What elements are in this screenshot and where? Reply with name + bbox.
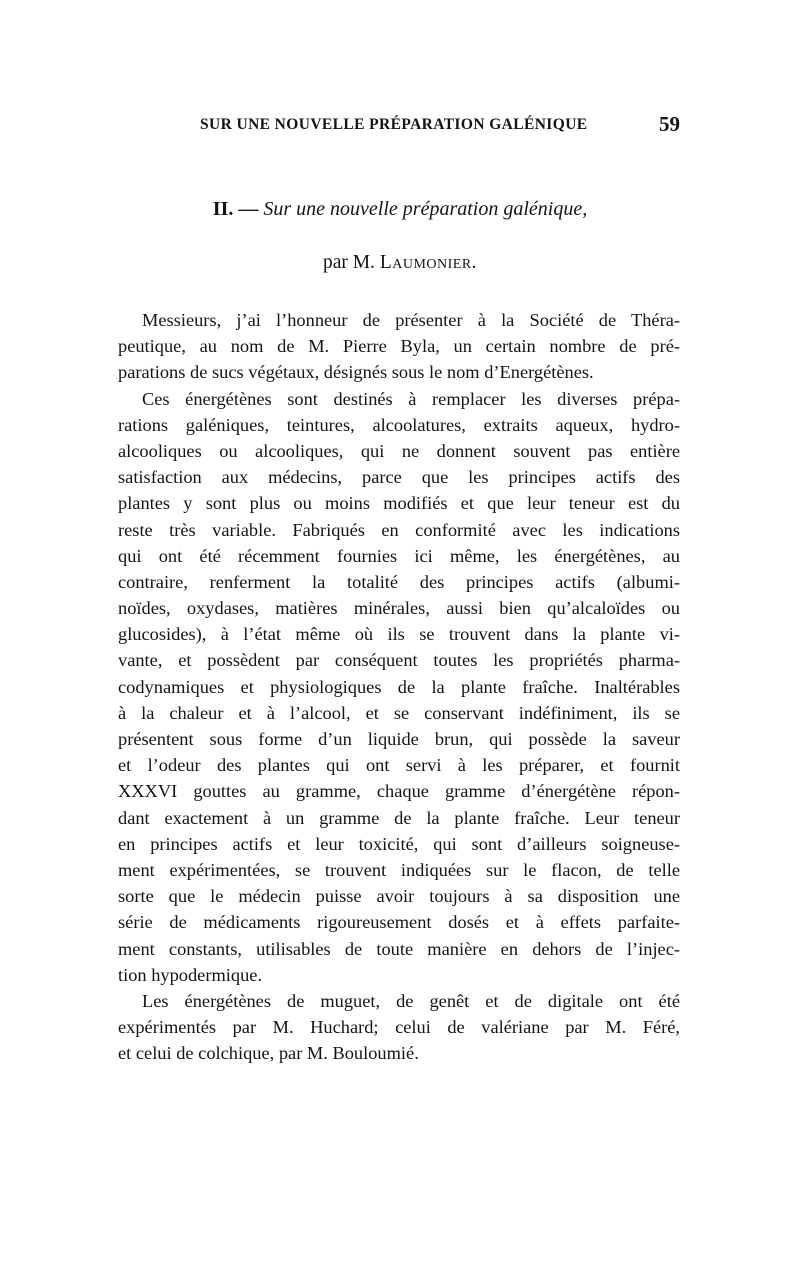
text-line: à la chaleur et à l’alcool, et se conservant indéfiniment, ils se <box>118 702 680 723</box>
text-line: ment constants, utilisables de toute manière en dehors de l’injec- <box>118 938 680 959</box>
text-line: en principes actifs et leur toxicité, qui sont d’ailleurs soigneuse- <box>118 833 680 854</box>
running-header <box>200 112 680 140</box>
body-text <box>118 307 680 1066</box>
text-line: vante, et possèdent par conséquent toutes les propriétés pharma- <box>118 650 680 671</box>
text-line: plantes y sont plus ou moins modifiés et que leur teneur est du <box>118 493 680 514</box>
text-line: satisfaction aux médecins, parce que les principes actifs des <box>118 467 680 488</box>
byline <box>0 252 800 274</box>
text-line: et l’odeur des plantes qui ont servi à les préparer, et fournit <box>118 755 680 776</box>
text-line: glucosides), à l’état même où ils se trouvent dans la plante vi- <box>118 624 680 645</box>
text-line: codynamiques et physiologiques de la plante fraîche. Inaltérables <box>118 676 680 697</box>
text-line: et celui de colchique, par M. Bouloumié. <box>118 1043 419 1064</box>
text-line: peutique, au nom de M. Pierre Byla, un certain nombre de pré- <box>118 336 680 357</box>
text-line: Messieurs, j’ai l’honneur de présenter à la Société de Théra- <box>142 310 680 330</box>
text-line: série de médicaments rigoureusement dosés et à effets parfaite- <box>118 912 680 933</box>
text-line: présentent sous forme d’un liquide brun, qui possède la saveur <box>118 729 680 749</box>
section-title <box>0 198 800 221</box>
text-line: noïdes, oxydases, matières minérales, aussi bien qu’alcaloïdes ou <box>118 598 680 619</box>
text-line: Les énergétènes de muguet, de genêt et de digitale ont été <box>142 990 680 1011</box>
section-title-text: Sur une nouvelle préparation galénique, <box>263 198 588 220</box>
text-line: Ces énergétènes sont destinés à remplacer les diverses prépa- <box>142 388 680 409</box>
running-title: SUR UNE NOUVELLE PRÉPARATION GALÉNIQUE <box>200 116 588 133</box>
text-line: alcooliques ou alcooliques, qui ne donnent souvent pas entière <box>118 440 680 461</box>
text-line: ment expérimentées, se trouvent indiquées sur le flacon, de telle <box>118 859 680 880</box>
text-line: tion hypodermique. <box>118 964 263 985</box>
text-line: expérimentés par M. Huchard; celui de valériane par M. Féré, <box>118 1017 680 1038</box>
byline-prefix: par M. <box>322 252 375 273</box>
text-line: dant exactement à un gramme de la plante fraîche. Leur teneur <box>118 807 680 828</box>
text-line: XXXVI gouttes au gramme, chaque gramme d’énergétène répon- <box>118 781 680 802</box>
text-line: qui ont été récemment fournies ici même, les énergétènes, au <box>118 545 680 566</box>
text-line: reste très variable. Fabriqués en conformité avec les indications <box>118 519 680 540</box>
page-number: 59 <box>659 112 680 136</box>
author-name: Laumonier. <box>379 252 478 273</box>
text-line: rations galéniques, teintures, alcoolatures, extraits aqueux, hydro- <box>118 414 680 435</box>
text-line: sorte que le médecin puisse avoir toujours à sa disposition une <box>118 886 680 907</box>
text-line: contraire, renferment la totalité des principes actifs (albumi- <box>118 571 680 592</box>
section-number: II. — <box>212 198 259 220</box>
text-line: parations de sucs végétaux, désignés sous le nom d’Energétènes. <box>118 362 594 383</box>
